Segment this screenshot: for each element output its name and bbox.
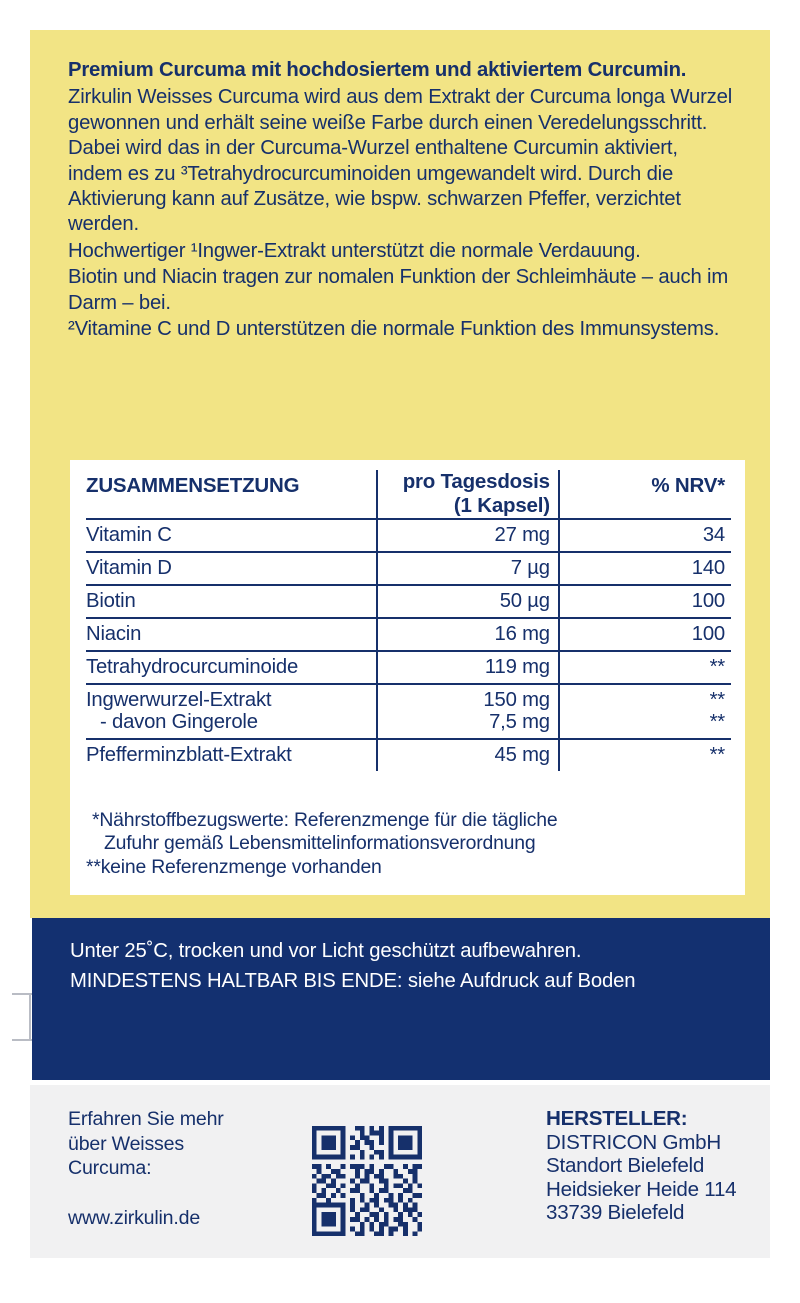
product-paragraph-1: Zirkulin Weisses Curcuma wird aus dem Extrakt der Curcuma longa Wurzel gewonnen und erhält seine weiße Farbe durch einen Veredelungsschritt. Dabei wird das in der Curcuma-Wurzel enthaltene Curcumin aktiviert, indem es zu ³Tetrahydrocurcuminoiden umgewandelt wird. Durch die Aktivierung kann auf Zusätze, wie bspw. schwarzen Pfeffer, verzichtet werden.: [68, 86, 733, 236]
group-dose-line2: 7,5 mg: [489, 711, 550, 733]
row-dose: 45 mg: [377, 739, 559, 771]
row-dose: 16 mg: [377, 618, 559, 651]
registration-tick-bottom: [12, 1039, 32, 1041]
manufacturer-block: [546, 1107, 736, 1225]
header-daily-dose: [377, 470, 559, 519]
product-headline: Premium Curcuma mit hochdosiertem und aktiviertem Curcumin.: [68, 59, 687, 81]
row-name: Niacin: [86, 618, 377, 651]
row-nrv: 34: [559, 519, 731, 552]
registration-tick-edge: [29, 993, 31, 1041]
row-name-group: [86, 684, 377, 739]
row-nrv: **: [559, 739, 731, 771]
row-nrv: 100: [559, 618, 731, 651]
row-name: Biotin: [86, 585, 377, 618]
footnote-star-line2: Zufuhr gemäß Lebensmittelinformationsverordnung: [104, 832, 536, 854]
row-nrv-group: [559, 684, 731, 739]
header-composition: ZUSAMMENSETZUNG: [86, 474, 300, 497]
row-dose-group: [377, 684, 559, 739]
storage-instructions-band: [32, 918, 770, 1080]
footnote-single-star: [86, 809, 735, 856]
product-copy: [68, 58, 736, 342]
nutrition-table: [86, 470, 731, 771]
website-url[interactable]: www.zirkulin.de: [68, 1206, 201, 1229]
table-header-row: [86, 470, 731, 519]
learn-more-block: [68, 1107, 258, 1230]
table-row-group: [86, 684, 731, 739]
best-before-line: MINDESTENS HALTBAR BIS ENDE: siehe Aufdruck auf Boden: [70, 970, 636, 992]
row-dose: 27 mg: [377, 519, 559, 552]
row-dose: 7 µg: [377, 552, 559, 585]
row-name: Vitamin D: [86, 552, 377, 585]
group-dose-line1: 150 mg: [483, 689, 550, 711]
header-nrv: % NRV*: [559, 470, 731, 519]
footnote-star-line1: *Nährstoffbezugswerte: Referenzmenge für die tägliche: [92, 808, 558, 831]
table-row: [86, 552, 731, 585]
row-nrv: 140: [559, 552, 731, 585]
nutrition-table-box: [70, 460, 745, 895]
row-nrv: 100: [559, 585, 731, 618]
header-daily-dose-line2: (1 Kapsel): [453, 494, 550, 517]
table-row: [86, 519, 731, 552]
header-daily-dose-line1: pro Tagesdosis: [402, 470, 550, 493]
footer-panel: [30, 1085, 770, 1258]
manufacturer-heading: HERSTELLER:: [546, 1107, 688, 1130]
product-paragraph-2: Hochwertiger ¹Ingwer-Extrakt unterstützt die normale Verdauung.: [68, 239, 641, 262]
storage-temperature-line: Unter 25˚C, trocken und vor Licht geschützt aufbewahren.: [70, 940, 582, 962]
footnote-double-star: **keine Referenzmenge vorhanden: [86, 855, 382, 878]
table-row: [86, 739, 731, 771]
table-row: [86, 618, 731, 651]
table-row: [86, 651, 731, 684]
manufacturer-street: Heidsieker Heide 114: [546, 1177, 737, 1201]
group-name-line1: Ingwerwurzel-Extrakt: [86, 689, 272, 711]
manufacturer-site: Standort Bielefeld: [546, 1154, 705, 1178]
group-name-line2: - davon Gingerole: [100, 711, 258, 733]
product-paragraph-4: ²Vitamine C und D unterstützen die normale Funktion des Immunsystems.: [68, 318, 720, 341]
row-dose: 50 µg: [377, 585, 559, 618]
table-row: [86, 585, 731, 618]
manufacturer-company: DISTRICON GmbH: [546, 1130, 721, 1154]
row-dose: 119 mg: [377, 651, 559, 684]
table-footnotes: [86, 809, 735, 880]
manufacturer-city: 33739 Bielefeld: [546, 1201, 685, 1225]
row-name: Vitamin C: [86, 519, 377, 552]
row-name: Pfefferminzblatt-Extrakt: [86, 739, 377, 771]
row-nrv: **: [559, 651, 731, 684]
product-paragraph-3: Biotin und Niacin tragen zur nomalen Funktion der Schleimhäute – auch im Darm – bei.: [68, 266, 729, 314]
group-nrv-line1: **: [709, 689, 725, 711]
learn-more-text: Erfahren Sie mehr über Weisses Curcuma:: [68, 1108, 224, 1180]
qr-code[interactable]: [307, 1121, 427, 1246]
group-nrv-line2: **: [709, 711, 725, 733]
row-name: Tetrahydrocurcuminoide: [86, 651, 377, 684]
